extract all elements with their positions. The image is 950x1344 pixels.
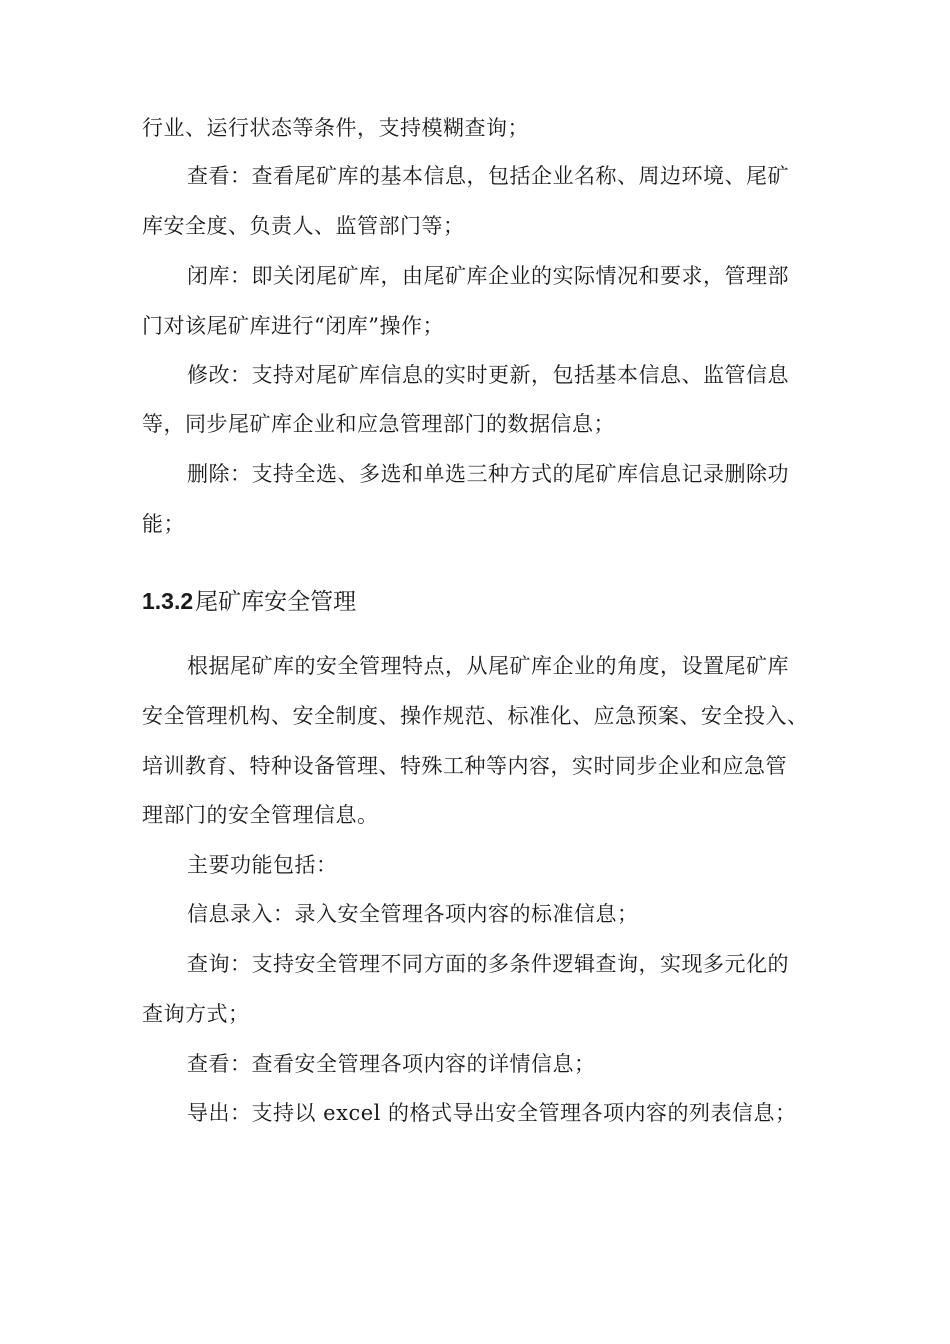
- text-line-view-item: 查看：查看尾矿库的基本信息，包括企业名称、周边环境、尾矿: [187, 164, 789, 188]
- text-line: 查询方式；: [142, 1002, 250, 1026]
- text-line-intro: 根据尾矿库的安全管理特点，从尾矿库企业的角度，设置尾矿库: [187, 654, 789, 678]
- section-heading: [142, 586, 356, 617]
- text-line: 理部门的安全管理信息。: [142, 803, 379, 827]
- text-line-entry-item: 信息录入：录入安全管理各项内容的标准信息；: [187, 902, 639, 926]
- text-line-view-item-2: 查看：查看安全管理各项内容的详情信息；: [187, 1052, 596, 1076]
- section-title: 尾矿库安全管理: [195, 589, 357, 615]
- text-line: 门对该尾矿库进行“闭库”操作；: [142, 314, 444, 338]
- text-line-export-item: 导出：支持以 excel 的格式导出安全管理各项内容的列表信息；: [187, 1101, 797, 1125]
- text-line-functions-label: 主要功能包括：: [187, 853, 338, 877]
- text-line-delete-item: 删除：支持全选、多选和单选三种方式的尾矿库信息记录删除功: [187, 462, 789, 486]
- text-line: 培训教育、特种设备管理、特殊工种等内容，实时同步企业和应急管: [142, 754, 787, 778]
- text-line: 库安全度、负责人、监管部门等；: [142, 214, 465, 238]
- text-line-modify-item: 修改：支持对尾矿库信息的实时更新，包括基本信息、监管信息: [187, 363, 789, 387]
- text-line-continuation: 行业、运行状态等条件，支持模糊查询；: [142, 116, 529, 140]
- text-line: 能；: [142, 512, 185, 536]
- text-line: 等，同步尾矿库企业和应急管理部门的数据信息；: [142, 412, 615, 436]
- section-number: 1.3.2: [142, 588, 194, 614]
- text-line: 安全管理机构、安全制度、操作规范、标准化、应急预案、安全投入、: [142, 704, 809, 728]
- text-line-query-item: 查询：支持安全管理不同方面的多条件逻辑查询，实现多元化的: [187, 952, 789, 976]
- text-line-close-item: 闭库：即关闭尾矿库，由尾矿库企业的实际情况和要求，管理部: [187, 264, 789, 288]
